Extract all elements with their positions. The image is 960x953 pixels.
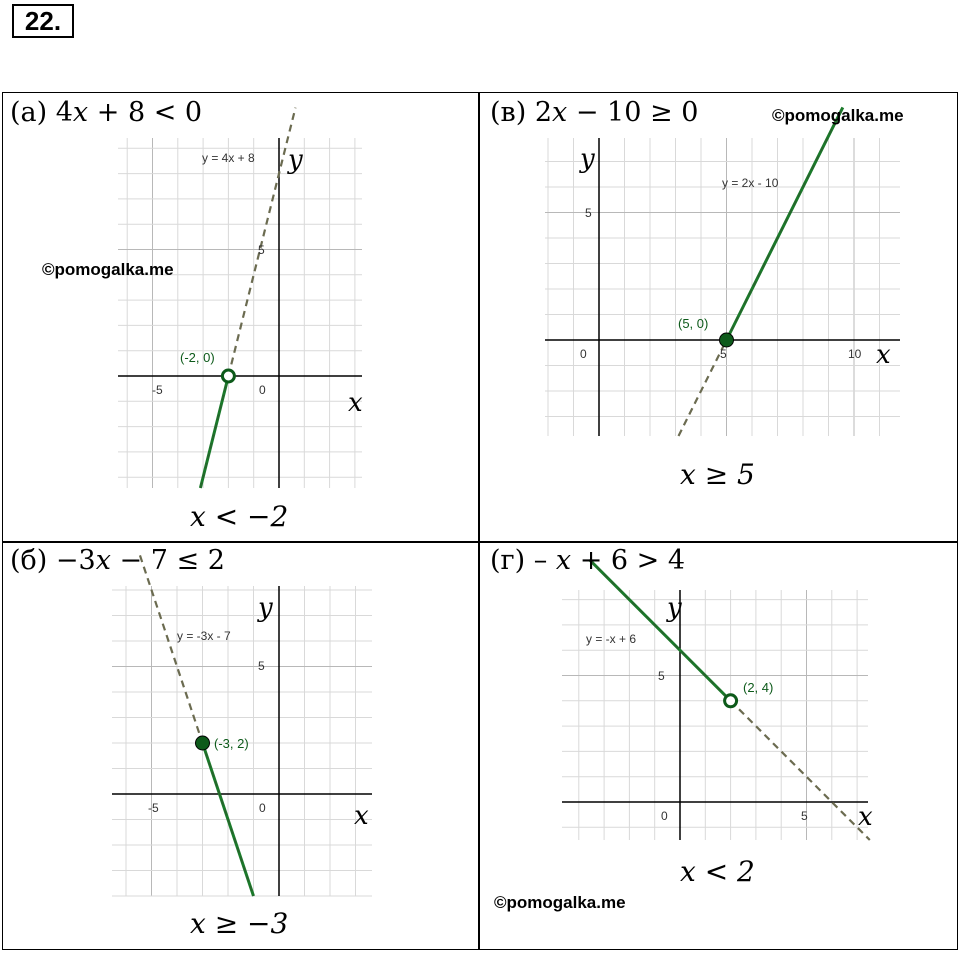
panel-b-x-axis-label: x — [876, 340, 891, 370]
panel-b-label: (в) 2𝑥 − 10 ≥ 0 — [490, 97, 699, 128]
panel-c-tick-y: 5 — [258, 659, 265, 673]
panel-b-y-axis-label: y — [580, 144, 595, 174]
panel-a-y-axis-label: y — [288, 145, 303, 175]
watermark-b: ©pomogalka.me — [772, 106, 904, 125]
panel-d-point-label: (2, 4) — [743, 680, 774, 695]
panel-d-tick-y: 5 — [658, 669, 665, 683]
panel-c-answer: 𝑥 ≥ −3 — [190, 907, 289, 940]
panel-c-label: (б) −3𝑥 − 7 ≤ 2 — [10, 545, 225, 576]
panel-c-tick-neg: -5 — [148, 801, 159, 815]
panel-b-tick-zero: 0 — [580, 347, 587, 361]
watermark-a: ©pomogalka.me — [42, 260, 174, 279]
panel-b-answer: 𝑥 ≥ 5 — [680, 458, 755, 491]
panel-a-label: (а) 4𝑥 + 8 < 0 — [10, 97, 203, 128]
panel-b-tick-x5: 5 — [720, 347, 727, 361]
panel-c-dashed-line — [140, 555, 203, 743]
panel-a-equation: y = 4x + 8 — [202, 151, 255, 165]
panel-a-tick-zero: 0 — [259, 383, 266, 397]
panel-a-solid-line — [200, 376, 228, 488]
panel-d-open-point — [725, 695, 737, 707]
panel-b-tick-y: 5 — [585, 206, 592, 220]
panel-c-point-label: (-3, 2) — [214, 736, 249, 751]
panel-c-x-axis-label: x — [354, 801, 369, 831]
panel-d-equation: y = -x + 6 — [586, 632, 637, 646]
panel-c-y-axis-label: y — [258, 593, 273, 623]
panel-a-tick-neg: -5 — [152, 383, 163, 397]
panel-b-equation: y = 2x - 10 — [722, 176, 779, 190]
panel-a-x-axis-label: x — [348, 388, 363, 418]
panel-d-x-axis-label: x — [858, 802, 873, 832]
panel-c-closed-point — [196, 736, 210, 750]
problem-number: 22. — [12, 4, 74, 38]
panel-a-point-label: (-2, 0) — [180, 350, 215, 365]
panel-d-tick-zero: 0 — [661, 809, 668, 823]
panel-c-equation: y = -3x - 7 — [177, 629, 231, 643]
panel-d-label: (г) – 𝑥 + 6 > 4 — [490, 545, 686, 576]
panel-a-open-point — [222, 370, 234, 382]
panel-a-answer: 𝑥 < −2 — [190, 500, 289, 533]
panel-a-tick-y: 5 — [258, 243, 265, 257]
panel-c-tick-zero: 0 — [259, 801, 266, 815]
panel-b-point-label: (5, 0) — [678, 316, 709, 331]
watermark-d: ©pomogalka.me — [494, 893, 626, 912]
panel-b-closed-point — [720, 333, 734, 347]
panel-d-tick-x5: 5 — [801, 809, 808, 823]
panel-d-answer: 𝑥 < 2 — [680, 855, 755, 888]
panel-b-tick-x10: 10 — [848, 347, 862, 361]
panel-d-y-axis-label: y — [667, 593, 682, 623]
